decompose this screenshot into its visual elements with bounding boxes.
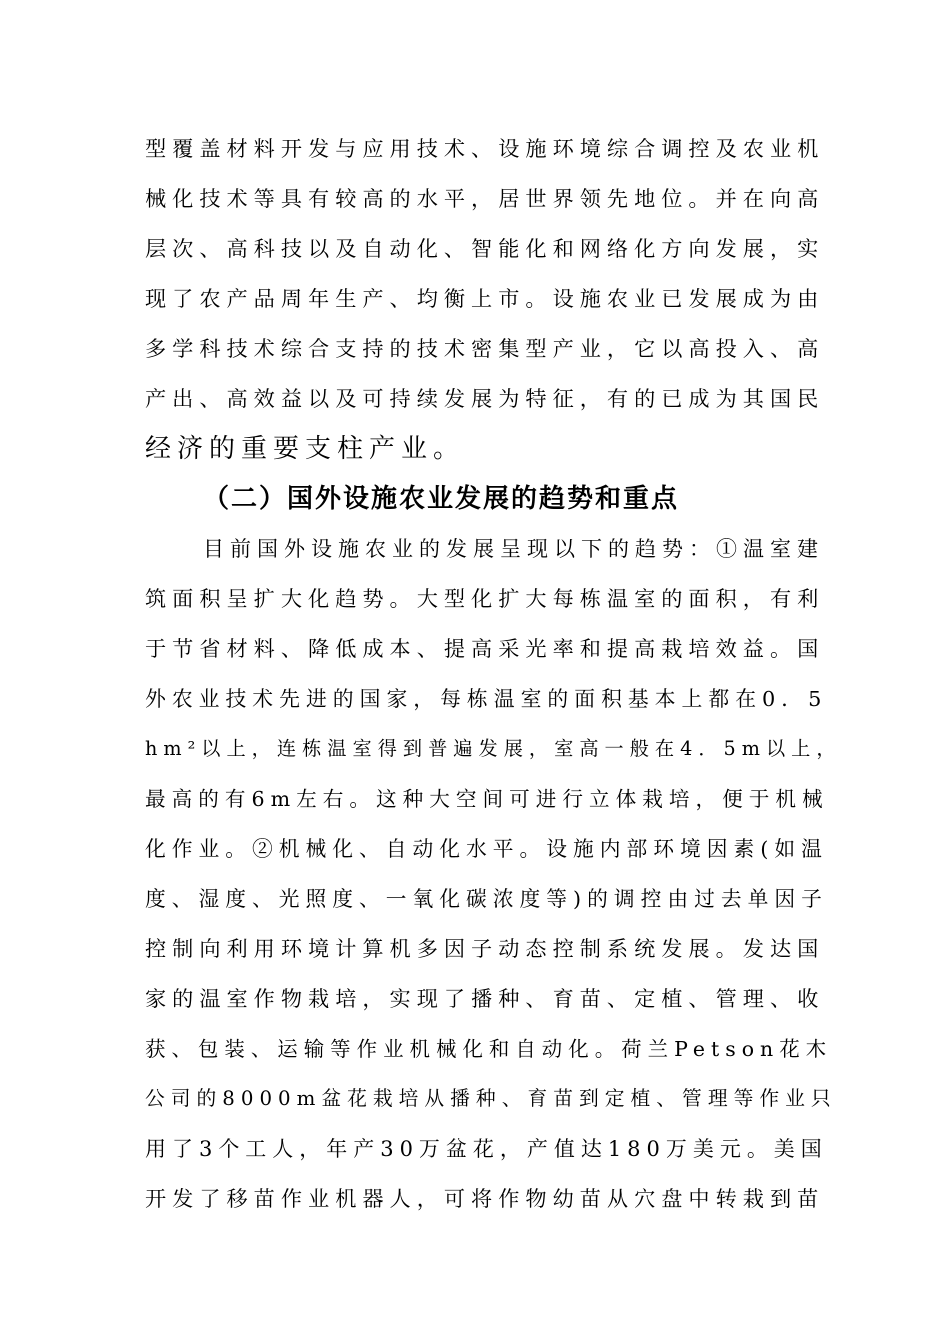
- text-line: 型覆盖材料开发与应用技术、设施环境综合调控及农业机: [145, 136, 825, 161]
- text-line: 多学科技术综合支持的技术密集型产业，它以高投入、高: [145, 336, 825, 361]
- text-line: 产出、高效益以及可持续发展为特征，有的已成为其国民: [145, 386, 825, 411]
- text-line: 于节省材料、降低成本、提高采光率和提高栽培效益。国: [145, 636, 825, 661]
- text-line: 用了3个工人，年产30万盆花，产值达180万美元。美国: [145, 1137, 828, 1161]
- text-line: 械化技术等具有较高的水平，居世界领先地位。并在向高: [145, 186, 825, 211]
- text-line: 筑面积呈扩大化趋势。大型化扩大每栋温室的面积，有利: [145, 586, 825, 611]
- text-line: 控制向利用环境计算机多因子动态控制系统发展。发达国: [145, 936, 825, 961]
- text-line: 度、湿度、光照度、一氧化碳浓度等)的调控由过去单因子: [145, 887, 828, 911]
- text-line: 层次、高科技以及自动化、智能化和网络化方向发展，实: [145, 236, 825, 261]
- text-line: 外农业技术先进的国家，每栋温室的面积基本上都在0．5: [145, 687, 828, 711]
- text-line: hm²以上，连栋温室得到普遍发展，室高一般在4．5m以上，: [145, 737, 842, 760]
- text-line: 家的温室作物栽培，实现了播种、育苗、定植、管理、收: [145, 986, 825, 1011]
- text-line: 目前国外设施农业的发展呈现以下的趋势：①温室建: [203, 536, 824, 561]
- text-line: 化作业。②机械化、自动化水平。设施内部环境因素(如温: [145, 837, 828, 861]
- text-line: 公司的8000m盆花栽培从播种、育苗到定植、管理等作业只: [145, 1087, 837, 1110]
- text-line: 经济的重要支柱产业。: [145, 434, 466, 464]
- section-heading: （二）国外设施农业发展的趋势和重点: [203, 484, 680, 514]
- text-line: 现了农产品周年生产、均衡上市。设施农业已发展成为由: [145, 286, 825, 311]
- text-line: 开发了移苗作业机器人，可将作物幼苗从穴盘中转栽到苗: [145, 1186, 825, 1211]
- text-line: 最高的有6m左右。这种大空间可进行立体栽培，便于机械: [145, 787, 829, 811]
- text-line: 获、包装、运输等作业机械化和自动化。荷兰Petson花木: [145, 1037, 833, 1061]
